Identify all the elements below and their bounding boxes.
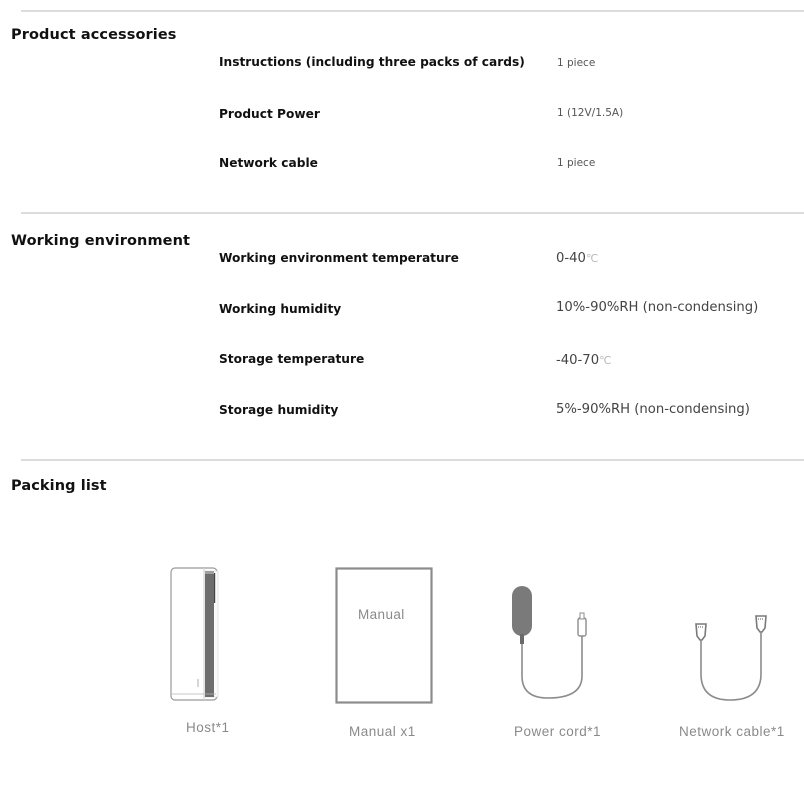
- spec-value-network-cable: 1 piece: [557, 157, 596, 169]
- packing-item-network-cable: [688, 614, 772, 704]
- spec-label-instructions: Instructions (including three packs of cards): [219, 55, 525, 69]
- spec-label-working-temp: Working environment temperature: [219, 251, 459, 265]
- packing-caption-manual: Manual x1: [349, 724, 416, 739]
- packing-item-host: [170, 567, 220, 703]
- section-title-environment: Working environment: [11, 233, 191, 249]
- spec-value-storage-humidity: 5%-90%RH (non-condensing): [556, 402, 750, 417]
- spec-value-product-power: 1 (12V/1.5A): [557, 107, 624, 119]
- section-title-packing: Packing list: [11, 478, 107, 494]
- divider-environment: [21, 212, 804, 214]
- spec-value-working-humidity: 10%-90%RH (non-condensing): [556, 300, 759, 315]
- spec-label-working-humidity: Working humidity: [219, 302, 342, 316]
- packing-caption-network-cable: Network cable*1: [679, 724, 785, 739]
- spec-value-working-temp: [556, 251, 598, 266]
- manual-cover-label: Manual: [358, 607, 405, 622]
- spec-value-storage-temp: [556, 353, 611, 368]
- spec-label-product-power: Product Power: [219, 107, 320, 121]
- spec-label-storage-humidity: Storage humidity: [219, 403, 339, 417]
- packing-caption-power-cord: Power cord*1: [514, 724, 602, 739]
- divider-top: [21, 10, 804, 12]
- ethernet-cable-icon: [688, 614, 772, 704]
- packing-item-manual: [335, 567, 433, 704]
- working-temp-range: 0-40: [556, 251, 586, 266]
- storage-temp-range: -40-70: [556, 353, 600, 368]
- divider-packing: [21, 459, 804, 461]
- router-host-icon: [170, 567, 220, 703]
- spec-label-network-cable: Network cable: [219, 156, 318, 170]
- power-adapter-icon: [508, 584, 590, 702]
- packing-caption-host: Host*1: [186, 720, 230, 735]
- packing-item-power-cord: [508, 584, 590, 702]
- section-title-accessories: Product accessories: [11, 27, 177, 43]
- manual-booklet-icon: [335, 567, 433, 704]
- spec-value-instructions: 1 piece: [557, 57, 596, 69]
- spec-label-storage-temp: Storage temperature: [219, 352, 365, 366]
- celsius-unit: ℃: [585, 252, 599, 265]
- celsius-unit: ℃: [599, 354, 612, 367]
